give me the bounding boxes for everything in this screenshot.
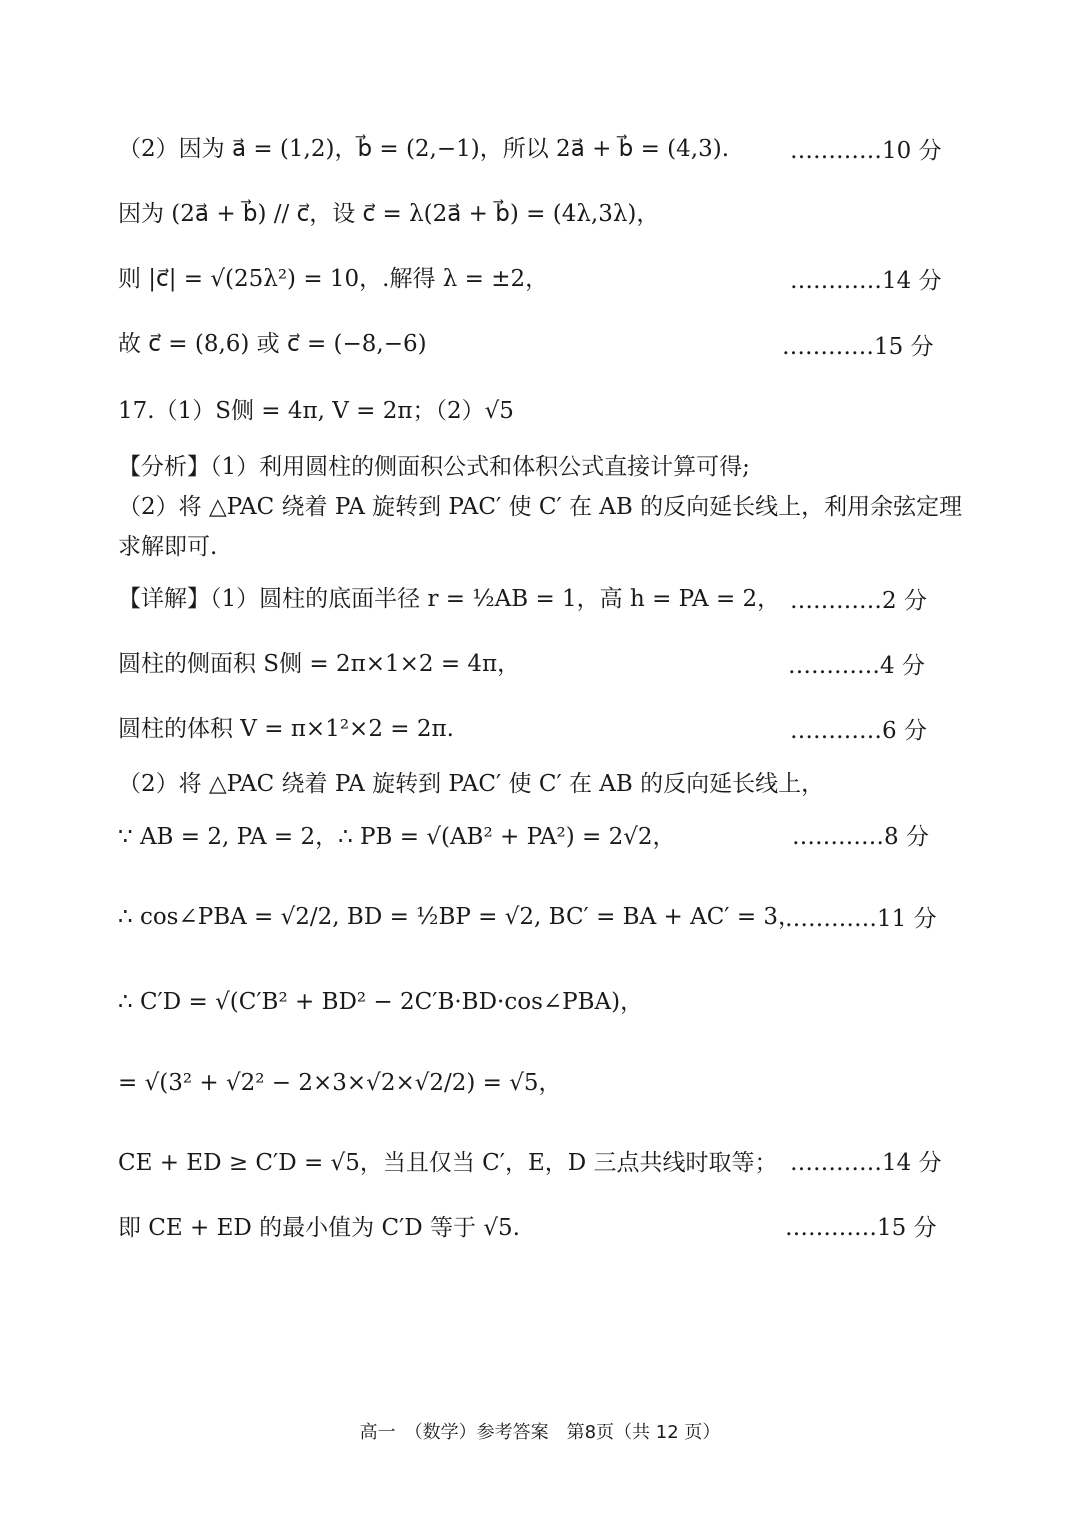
- line-14: ∴ cos∠PBA = √2/2, BD = ½BP = √2, BC′ = BA + AC′ = 3，: [118, 904, 802, 930]
- score-3: …………14 分: [790, 268, 942, 294]
- line-1: （2）因为 a⃗ = (1,2)，b⃗ = (2,−1)，所以 2a⃗ + b⃗ = (4,3).: [118, 136, 730, 162]
- score-14: …………11 分: [785, 906, 937, 932]
- score-18: …………15 分: [785, 1215, 937, 1241]
- score-11: …………6 分: [790, 718, 927, 744]
- score-9: …………2 分: [790, 588, 927, 614]
- line-15: ∴ C′D = √(C′B² + BD² − 2C′B·BD·cos∠PBA)，: [118, 989, 644, 1015]
- line-4: 故 c⃗ = (8,6) 或 c⃗ = (−8,−6): [118, 331, 427, 357]
- line-10: 圆柱的侧面积 S侧 = 2π×1×2 = 4π，: [118, 651, 521, 677]
- line-6: 【分析】（1）利用圆柱的侧面积公式和体积公式直接计算可得;: [118, 454, 750, 480]
- score-4: …………15 分: [782, 334, 934, 360]
- score-17: …………14 分: [790, 1150, 942, 1176]
- line-12: （2）将 △PAC 绕着 PA 旋转到 PAC′ 使 C′ 在 AB 的反向延长线上，: [118, 771, 825, 797]
- page-footer: 高一 （数学）参考答案 第8页（共 12 页）: [359, 1422, 721, 1443]
- line-9: 【详解】（1）圆柱的底面半径 r = ½AB = 1，高 h = PA = 2，: [118, 586, 781, 612]
- line-16: = √(3² + √2² − 2×3×√2×√2/2) = √5，: [118, 1070, 562, 1096]
- score-1: …………10 分: [790, 138, 942, 164]
- line-2: 因为 (2a⃗ + b⃗) // c⃗，设 c⃗ = λ(2a⃗ + b⃗) = (4λ,3λ)，: [118, 201, 660, 227]
- line-3: 则 |c⃗| = √(25λ²) = 10，.解得 λ = ±2，: [118, 266, 549, 292]
- line-7: （2）将 △PAC 绕着 PA 旋转到 PAC′ 使 C′ 在 AB 的反向延长线上，利用余弦定理: [118, 494, 963, 520]
- line-11: 圆柱的体积 V = π×1²×2 = 2π.: [118, 716, 454, 742]
- line-5: 17.（1）S侧 = 4π, V = 2π；（2）√5: [118, 398, 514, 424]
- line-17: CE + ED ≥ C′D = √5，当且仅当 C′，E，D 三点共线时取等；: [118, 1150, 778, 1176]
- line-13: ∵ AB = 2, PA = 2，∴ PB = √(AB² + PA²) = 2√2，: [118, 824, 676, 850]
- line-8: 求解即可.: [118, 534, 218, 560]
- line-18: 即 CE + ED 的最小值为 C′D 等于 √5.: [118, 1215, 520, 1241]
- score-13: …………8 分: [792, 824, 929, 850]
- score-10: …………4 分: [788, 653, 925, 679]
